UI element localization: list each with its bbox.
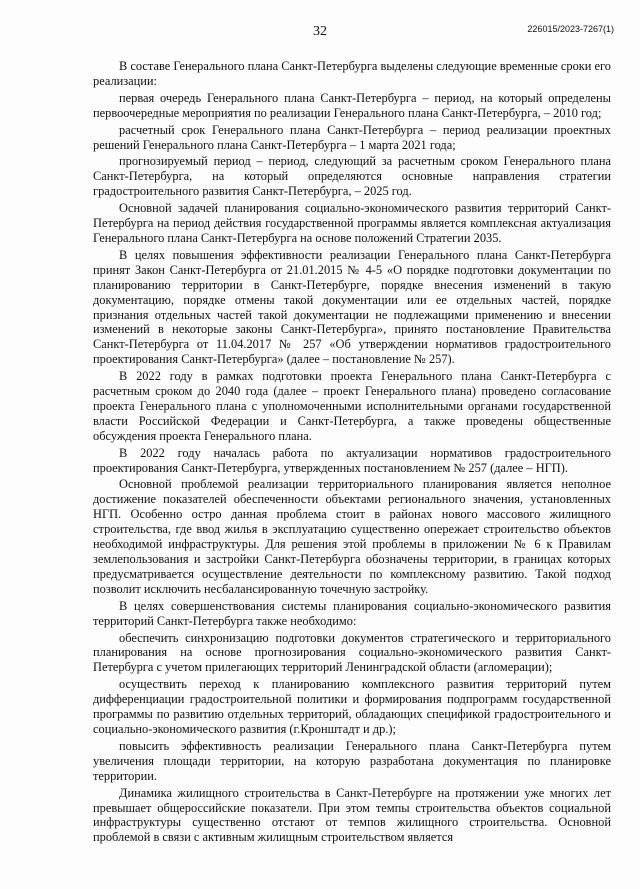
paragraph-housing-dynamics: Динамика жилищного строительства в Санкт-Петербурге на протяжении уже многих лет превышает общероссийские показатели. При этом темпы строительства объектов социальной инфраструктуры существенно отстают от темпов жилищного строительства. Основной проблемой в связи с активным жилищным строительством является — [93, 785, 611, 845]
document-reference-number: 226015/2023-7267(1) — [527, 24, 614, 34]
paragraph-efficiency: повысить эффективность реализации Генерального плана Санкт-Петербурга путем увеличения площади территории, на которую разработана документация по планировке территории. — [93, 738, 611, 783]
paragraph-synchronization: обеспечить синхронизацию подготовки документов стратегического и территориального планирования на основе прогнозирования социально-экономического развития Санкт-Петербурга с учетом прилегающих территорий Ленинградской области (агломерации); — [93, 630, 611, 675]
paragraph-2022-ngp: В 2022 году началась работа по актуализации нормативов градостроительного проектирования Санкт-Петербурга, утвержденных постановлением № 257 (далее – НГП). — [93, 445, 611, 475]
paragraph-improvement: В целях совершенствования системы планирования социально-экономического развития территорий Санкт-Петербурга также необходимо: — [93, 598, 611, 628]
paragraph-main-problem: Основной проблемой реализации территориального планирования является неполное достижение показателей обеспеченности объектами регионального значения, установленных НГП. Особенно остро данная проблема стоит в районах нового массового жилищного строительства, где ввод жилья в эксплуатацию существенно опережает строительство объектов необходимой инфраструктуры. Для решения этой проблемы в приложении № 6 к Правилам землепользования и застройки Санкт-Петербурга обозначены территории, в границах которых предусматривается осуществление деятельности по комплексному развитию. Такой подход позволит исключить несбалансированную точечную застройку. — [93, 477, 611, 596]
paragraph-main-task: Основной задачей планирования социально-экономического развития территорий Санкт-Петербурга на период действия государственной программы является комплексная актуализация Генерального плана Санкт-Петербурга на основе положений Стратегии 2035. — [93, 201, 611, 245]
paragraph-complex-development: осуществить переход к планированию комплексного развития территорий путем дифференциации градостроительной политики и формирования подпрограмм государственной программы по развитию отдельных территорий, обладающих спецификой градостроительного и социально-экономического развития (г.Кронштадт и др.); — [93, 677, 611, 736]
paragraph-calculated-term: расчетный срок Генерального плана Санкт-Петербурга – период реализации проектных решений Генерального плана Санкт-Петербурга – 1 марта 2021 года; — [93, 122, 611, 152]
paragraph-intro: В составе Генерального плана Санкт-Петербурга выделены следующие временные сроки его реализации: — [93, 59, 611, 88]
paragraph-forecast-period: прогнозируемый период – период, следующий за расчетным сроком Генерального плана Санкт-Петербурга, на который определяются основные направления стратегии градостроительного развития Санкт-Петербурга, – 2025 год. — [93, 154, 611, 199]
body-text — [93, 59, 611, 847]
paragraph-law: В целях повышения эффективности реализации Генерального плана Санкт-Петербурга принят Закон Санкт-Петербурга от 21.01.2015 № 4-5 «О порядке подготовки документации по планированию территории в Санкт-Петербурге, порядке внесения изменений в такую документацию, порядке отмены такой документации или ее отдельных частей, порядке признания отдельных частей такой документации не подлежащими применению и внесении изменений в некоторые законы Санкт-Петербурга», принято постановление Правительства Санкт-Петербурга от 11.04.2017 № 257 «Об утверждении нормативов градостроительного проектирования Санкт-Петербурга» (далее – постановление № 257). — [93, 247, 611, 367]
paragraph-2022-project: В 2022 году в рамках подготовки проекта Генерального плана Санкт-Петербурга с расчетным сроком до 2040 года (далее – проект Генерального плана) проведено согласование проекта Генерального плана с уполномоченными исполнительными органами государственной власти Российской Федерации и Санкт-Петербурга, а также проведены общественные обсуждения проекта Генерального плана. — [93, 369, 611, 443]
page-number: 32 — [313, 24, 327, 39]
paragraph-first-stage: первая очередь Генерального плана Санкт-Петербурга – период, на который определены первоочередные мероприятия по реализации Генерального плана Санкт-Петербурга, – 2010 год; — [93, 90, 611, 120]
